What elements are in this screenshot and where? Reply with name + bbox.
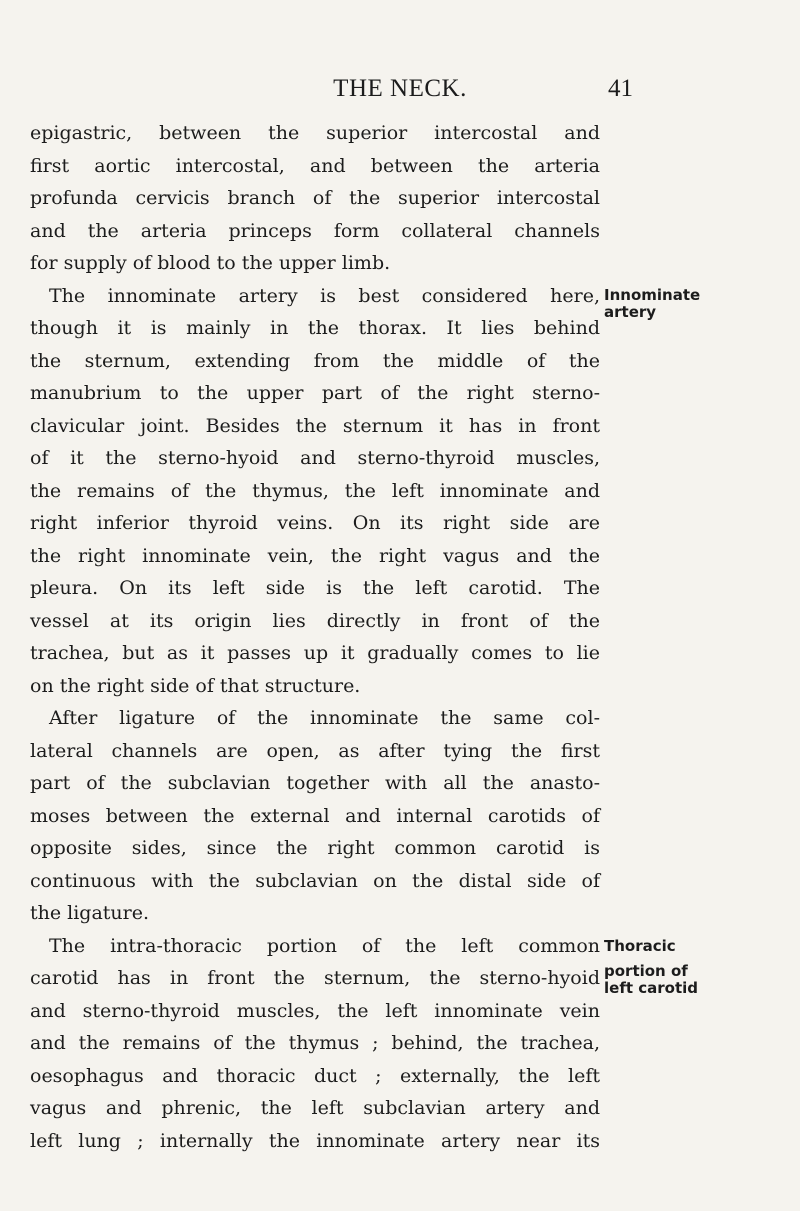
text-line: profunda cervicis branch of the superior intercostal xyxy=(30,187,600,209)
text-line: The innominate artery is best considered here, xyxy=(49,285,600,307)
text-line: left lung ; internally the innominate artery near its xyxy=(30,1130,600,1152)
text-line: carotid has in front the sternum, the sterno-hyoid xyxy=(30,967,600,989)
margin-note-line: artery xyxy=(604,303,657,321)
text-line: and the remains of the thymus ; behind, the trachea, xyxy=(30,1032,600,1054)
page-title: THE NECK. xyxy=(333,75,467,102)
text-line: the sternum, extending from the middle of the xyxy=(30,350,600,372)
page-number: 41 xyxy=(608,75,633,102)
text-line: though it is mainly in the thorax. It lies behind xyxy=(30,317,600,339)
text-line: lateral channels are open, as after tying the first xyxy=(30,740,600,762)
text-line: first aortic intercostal, and between the arteria xyxy=(30,155,600,177)
text-line: opposite sides, since the right common carotid is xyxy=(30,837,600,859)
text-line: epigastric, between the superior intercostal and xyxy=(30,122,600,144)
text-line: vessel at its origin lies directly in front of the xyxy=(30,610,600,632)
text-line: pleura. On its left side is the left carotid. The xyxy=(30,577,600,599)
text-line: the remains of the thymus, the left innominate and xyxy=(30,480,600,502)
text-line: manubrium to the upper part of the right sterno- xyxy=(30,382,600,404)
text-line: part of the subclavian together with all the anasto- xyxy=(30,772,600,794)
text-line: the ligature. xyxy=(30,902,150,924)
text-line: trachea, but as it passes up it gradually comes to lie xyxy=(30,642,600,664)
margin-note-line: Thoracic xyxy=(604,937,676,955)
text-line: and the arteria princeps form collateral channels xyxy=(30,220,600,242)
text-line: After ligature of the innominate the same col- xyxy=(49,707,600,729)
text-line: vagus and phrenic, the left subclavian artery and xyxy=(30,1097,600,1119)
margin-note-line: portion of xyxy=(604,962,688,980)
text-line: moses between the external and internal carotids of xyxy=(30,805,600,827)
text-line: oesophagus and thoracic duct ; externally, the left xyxy=(30,1065,600,1087)
text-line: The intra-thoracic portion of the left common xyxy=(49,935,600,957)
text-line: the right innominate vein, the right vagus and the xyxy=(30,545,600,567)
text-line: and sterno-thyroid muscles, the left innominate vein xyxy=(30,1000,600,1022)
margin-note-line: left carotid xyxy=(604,979,698,997)
text-line: continuous with the subclavian on the distal side of xyxy=(30,870,600,892)
text-line: right inferior thyroid veins. On its right side are xyxy=(30,512,600,534)
text-line: clavicular joint. Besides the sternum it has in front xyxy=(30,415,600,437)
text-line: of it the sterno-hyoid and sterno-thyroid muscles, xyxy=(30,447,600,469)
text-line: for supply of blood to the upper limb. xyxy=(30,252,391,274)
text-line: on the right side of that structure. xyxy=(30,675,361,697)
margin-note-line: Innominate xyxy=(604,286,701,304)
